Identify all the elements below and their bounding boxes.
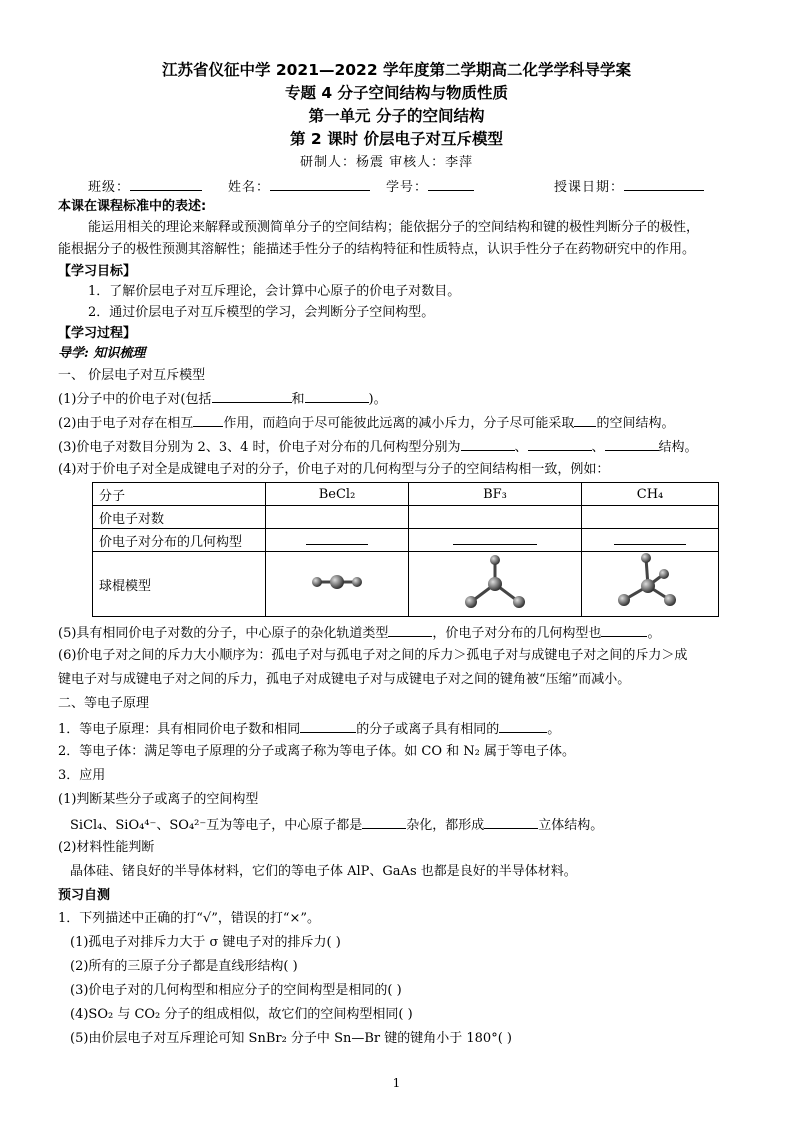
- statement-5: (5)由价层电子对互斥理论可知 SnBr₂ 分子中 Sn—Br 键的键角小于 180°( ): [70, 1031, 512, 1046]
- preview-heading: 预习自测: [58, 888, 111, 903]
- topic-title: 专题 4 分子空间结构与物质性质: [284, 84, 509, 102]
- row-label-pairs: 价电子对数: [93, 506, 266, 529]
- blank-5a[interactable]: [388, 624, 432, 637]
- statement-4: (4)SO₂ 与 CO₂ 分子的组成相似，故它们的空间构型相同( ): [70, 1007, 413, 1022]
- ch4-ball-stick-model: [610, 552, 690, 612]
- row-label-model: 球棍模型: [93, 552, 266, 617]
- table-header-row: [93, 483, 719, 506]
- bf3-ball-stick-model: [455, 552, 535, 612]
- id-blank[interactable]: [428, 178, 474, 191]
- blank-3b[interactable]: [528, 438, 592, 451]
- statement-1: (1)孤电子对排斥力大于 σ 键电子对的排斥力( ): [70, 935, 341, 950]
- blank-5b[interactable]: [601, 624, 647, 637]
- cell-bf3-pairs[interactable]: [409, 506, 582, 529]
- statement-2: (2)所有的三原子分子都是直线形结构( ): [70, 959, 298, 974]
- id-field: [386, 176, 474, 195]
- class-label: 班级：: [88, 180, 131, 195]
- blank-3c[interactable]: [605, 438, 659, 451]
- date-label: 授课日期：: [554, 180, 625, 195]
- standards-text-2: 能根据分子的极性预测其溶解性；能描述手性分子的结构特征和性质特点，认识手性分子在药物研究中的作用。: [58, 242, 696, 257]
- point-5: (5)具有相同价电子对数的分子，中心原子的杂化轨道类型 ，价电子对分布的几何构型也 。: [58, 626, 661, 641]
- blank-3a[interactable]: [461, 438, 515, 451]
- vsepr-table: [92, 482, 719, 617]
- table-row: [93, 552, 719, 617]
- blank-2a[interactable]: [193, 414, 223, 427]
- statement-3: (3)价电子对的几何构型和相应分子的空间构型是相同的( ): [70, 983, 402, 998]
- id-label: 学号：: [386, 180, 429, 195]
- table-header-becl2: BeCl₂: [266, 483, 409, 506]
- application-2-text: 晶体硅、锗良好的半导体材料，它们的等电子体 AlP、GaAs 也都是良好的半导体材料。: [70, 864, 577, 879]
- blank-1b[interactable]: [305, 390, 369, 403]
- table-header-ch4: CH₄: [582, 483, 719, 506]
- blank-1a[interactable]: [212, 390, 292, 403]
- class-blank[interactable]: [130, 178, 202, 191]
- blank-e1b[interactable]: [499, 720, 547, 733]
- cell-ch4-model: [582, 552, 719, 617]
- cell-bf3-geometry[interactable]: [409, 529, 582, 552]
- table-row: [93, 506, 719, 529]
- goals-heading: 【学习目标】: [58, 264, 137, 279]
- unit-title: 第一单元 分子的空间结构: [308, 107, 485, 125]
- cell-becl2-model: [266, 552, 409, 617]
- table-header-molecule: 分子: [93, 483, 266, 506]
- point-6-line-2: 键电子对与成键电子对之间的斥力，孤电子对成键电子对与成键电子对之间的键角被“压缩”而减小。: [58, 672, 631, 687]
- application-1-text: SiCl₄、SiO₄⁴⁻、SO₄²⁻互为等电子，中心原子都是 杂化，都形成 立体结构。: [70, 818, 604, 833]
- blank-2b[interactable]: [574, 414, 596, 427]
- application-2: (2)材料性能判断: [58, 840, 155, 855]
- iso-principle: 1．等电子原理：具有相同价电子数和相同 的分子或离子具有相同的 。: [58, 722, 561, 737]
- cell-bf3-model: [409, 552, 582, 617]
- blank-e1a[interactable]: [300, 720, 356, 733]
- point-3: (3)价电子对数目分别为 2、3、4 时，价电子对分布的几何构型分别为 、 、 结构。: [58, 440, 698, 455]
- table-header-bf3: BF₃: [409, 483, 582, 506]
- cell-ch4-geometry[interactable]: [582, 529, 719, 552]
- date-field: [554, 176, 704, 195]
- guide-heading: 导学: 知识梳理: [58, 346, 146, 361]
- name-label: 姓名：: [228, 180, 271, 195]
- preview-question-1: 1．下列描述中正确的打“√”，错误的打“×”。: [58, 911, 321, 926]
- section-1-title: 一、 价层电子对互斥模型: [58, 368, 206, 383]
- page-number: 1: [392, 1076, 401, 1090]
- class-field: [88, 176, 202, 195]
- goal-item-1: 1．了解价层电子对互斥理论，会计算中心原子的价电子对数目。: [88, 284, 461, 299]
- application-heading: 3．应用: [58, 768, 106, 783]
- name-field: [228, 176, 370, 195]
- standards-heading: 本课在课程标准中的表述:: [58, 199, 207, 214]
- point-6-line-1: (6)价电子对之间的斥力大小顺序为：孤电子对与孤电子对之间的斥力＞孤电子对与成键电子对之间的斥力＞成: [58, 648, 688, 663]
- table-row: [93, 529, 719, 552]
- cell-ch4-pairs[interactable]: [582, 506, 719, 529]
- point-4: (4)对于价电子对全是成键电子对的分子，价电子对的几何构型与分子的空间结构相一致，例如：: [58, 462, 610, 477]
- school-title: 江苏省仪征中学 2021—2022 学年度第二学期高二化学学科导学案: [161, 61, 632, 79]
- blank-a1b[interactable]: [484, 816, 538, 829]
- standards-text-1: 能运用相关的理论来解释或预测简单分子的空间结构；能依据分子的空间结构和键的极性判断分子的极性，: [88, 220, 700, 235]
- cell-becl2-pairs[interactable]: [266, 506, 409, 529]
- becl2-ball-stick-model: [307, 567, 367, 597]
- application-1: (1)判断某些分子或离子的空间构型: [58, 792, 259, 807]
- point-2: (2)由于电子对存在相互 作用，而趋向于尽可能彼此远离的减小斥力，分子尽可能采取 的空间结构。: [58, 416, 675, 431]
- point-1: (1)分子中的价电子对(包括 和 )。: [58, 392, 387, 407]
- row-label-geometry: 价电子对分布的几何构型: [93, 529, 266, 552]
- process-heading: 【学习过程】: [58, 326, 137, 341]
- goal-item-2: 2．通过价层电子对互斥模型的学习，会判断分子空间构型。: [88, 305, 435, 320]
- section-2-title: 二、等电子原理: [58, 696, 150, 711]
- iso-definition: 2．等电子体：满足等电子原理的分子或离子称为等电子体。如 CO 和 N₂ 属于等电子体。: [58, 744, 575, 759]
- name-blank[interactable]: [270, 178, 370, 191]
- date-blank[interactable]: [624, 178, 704, 191]
- authors-line: 研制人：杨震 审核人：李萍: [300, 155, 474, 170]
- blank-a1a[interactable]: [362, 816, 406, 829]
- lesson-title: 第 2 课时 价层电子对互斥模型: [290, 130, 503, 148]
- cell-becl2-geometry[interactable]: [266, 529, 409, 552]
